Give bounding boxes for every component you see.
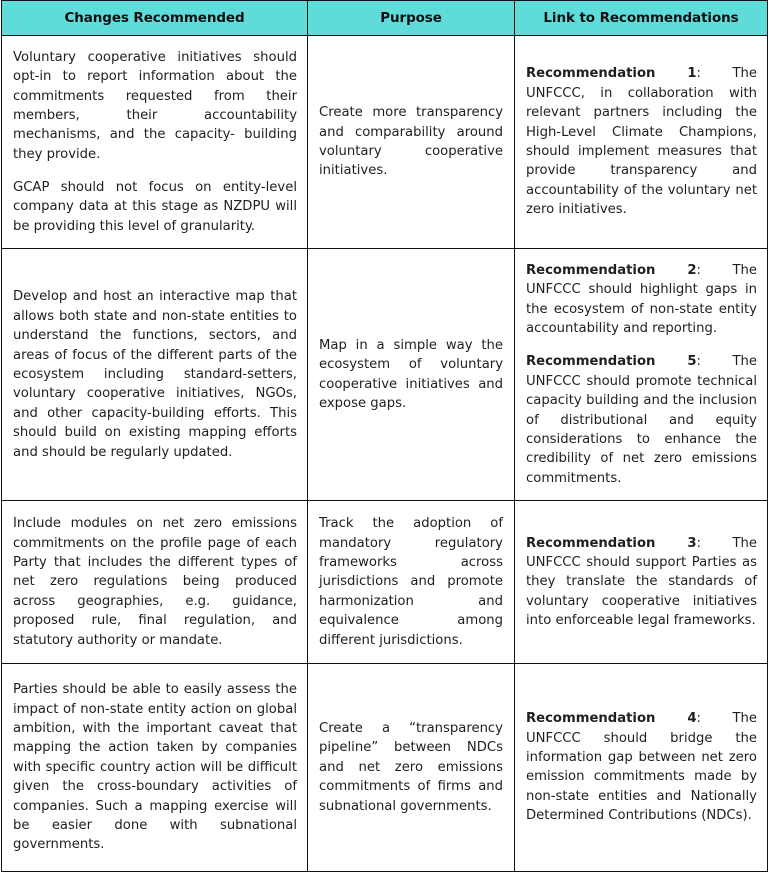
column-header-purpose: Purpose [308, 1, 515, 36]
recommendation-paragraph: Recommendation 2: The UNFCCC should highlight gaps in the ecosystem of non-state entity accountability and reporting. [526, 262, 757, 337]
change-paragraph: Voluntary cooperative initiatives should opt-in to report information about the commitments requested from their members, their accountability mechanisms, and the capacity- building they provide. [13, 49, 297, 162]
purpose-paragraph: Track the adoption of mandatory regulatory frameworks across jurisdictions and promote harmonization and equivalence among different jurisdictions. [319, 516, 503, 648]
table-body [2, 36, 768, 872]
recommendations-table [1, 0, 768, 872]
recommendation-label: Recommendation 2 [526, 262, 697, 278]
column-header-changes-recommended: Changes Recommended [2, 1, 308, 36]
table-header [2, 1, 768, 36]
cell-changes-recommended [2, 249, 308, 501]
recommendation-paragraph: Recommendation 4: The UNFCCC should bridge the information gap between net zero emission commitments made by non-state entities and Nationally Determined Contributions (NDCs). [526, 711, 757, 824]
column-header-link-to-recommendations: Link to Recommendations [515, 1, 768, 36]
cell-link-to-recommendations [515, 501, 768, 664]
recommendation-label: Recommendation 1 [526, 66, 697, 82]
recommendation-paragraph: Recommendation 1: The UNFCCC, in collaboration with relevant partners including the High-Level Climate Champions, should implement measures that provide transparency and accountability of the voluntary net zero initiatives. [526, 66, 757, 218]
purpose-paragraph: Create a “transparency pipeline” between NDCs and net zero emissions commitments of firms and subnational governments. [319, 720, 503, 814]
change-paragraph: Parties should be able to easily assess the impact of non-state entity action on global ambition, with the important caveat that mapping the action taken by companies with specific country action will be difficult given the cross-boundary activities of companies. Such a mapping exercise will be easier done with subnational governments. [13, 682, 297, 853]
cell-purpose [308, 663, 515, 871]
cell-purpose [308, 249, 515, 501]
table-row [2, 501, 768, 664]
recommendation-label: Recommendation 3 [526, 535, 697, 551]
table-row [2, 663, 768, 871]
cell-changes-recommended [2, 36, 308, 249]
cell-link-to-recommendations [515, 249, 768, 501]
change-paragraph: Develop and host an interactive map that allows both state and non-state entities to understand the functions, sectors, and areas of focus of the different parts of the ecosystem including standard-setters, voluntary cooperative initiatives, NGOs, and other capacity-building efforts. This should build on existing mapping efforts and should be regularly updated. [13, 289, 297, 460]
table-row [2, 249, 768, 501]
purpose-paragraph: Create more transparency and comparability around voluntary cooperative initiatives. [319, 105, 503, 179]
cell-link-to-recommendations [515, 36, 768, 249]
cell-link-to-recommendations [515, 663, 768, 871]
cell-purpose [308, 36, 515, 249]
recommendation-paragraph: Recommendation 3: The UNFCCC should support Parties as they translate the standards of voluntary cooperative initiatives into enforceable legal frameworks. [526, 535, 757, 629]
cell-changes-recommended [2, 501, 308, 664]
change-paragraph: Include modules on net zero emissions commitments on the profile page of each Party that includes the different types of net zero regulations being produced across geographies, e.g. guidance, proposed rule, final regulation, and statutory authority or mandate. [13, 516, 297, 648]
table-header-row [2, 1, 768, 36]
recommendation-label: Recommendation 4 [526, 711, 697, 727]
cell-purpose [308, 501, 515, 664]
cell-changes-recommended [2, 663, 308, 871]
change-paragraph: GCAP should not focus on entity-level company data at this stage as NZDPU will be providing this level of granularity. [13, 180, 297, 234]
recommendation-paragraph: Recommendation 5: The UNFCCC should promote technical capacity building and the inclusion of distributional and equity considerations to enhance the credibility of net zero emissions commitments. [526, 354, 757, 486]
recommendation-label: Recommendation 5 [526, 354, 697, 370]
purpose-paragraph: Map in a simple way the ecosystem of voluntary cooperative initiatives and expose gaps. [319, 337, 503, 412]
table-row [2, 36, 768, 249]
